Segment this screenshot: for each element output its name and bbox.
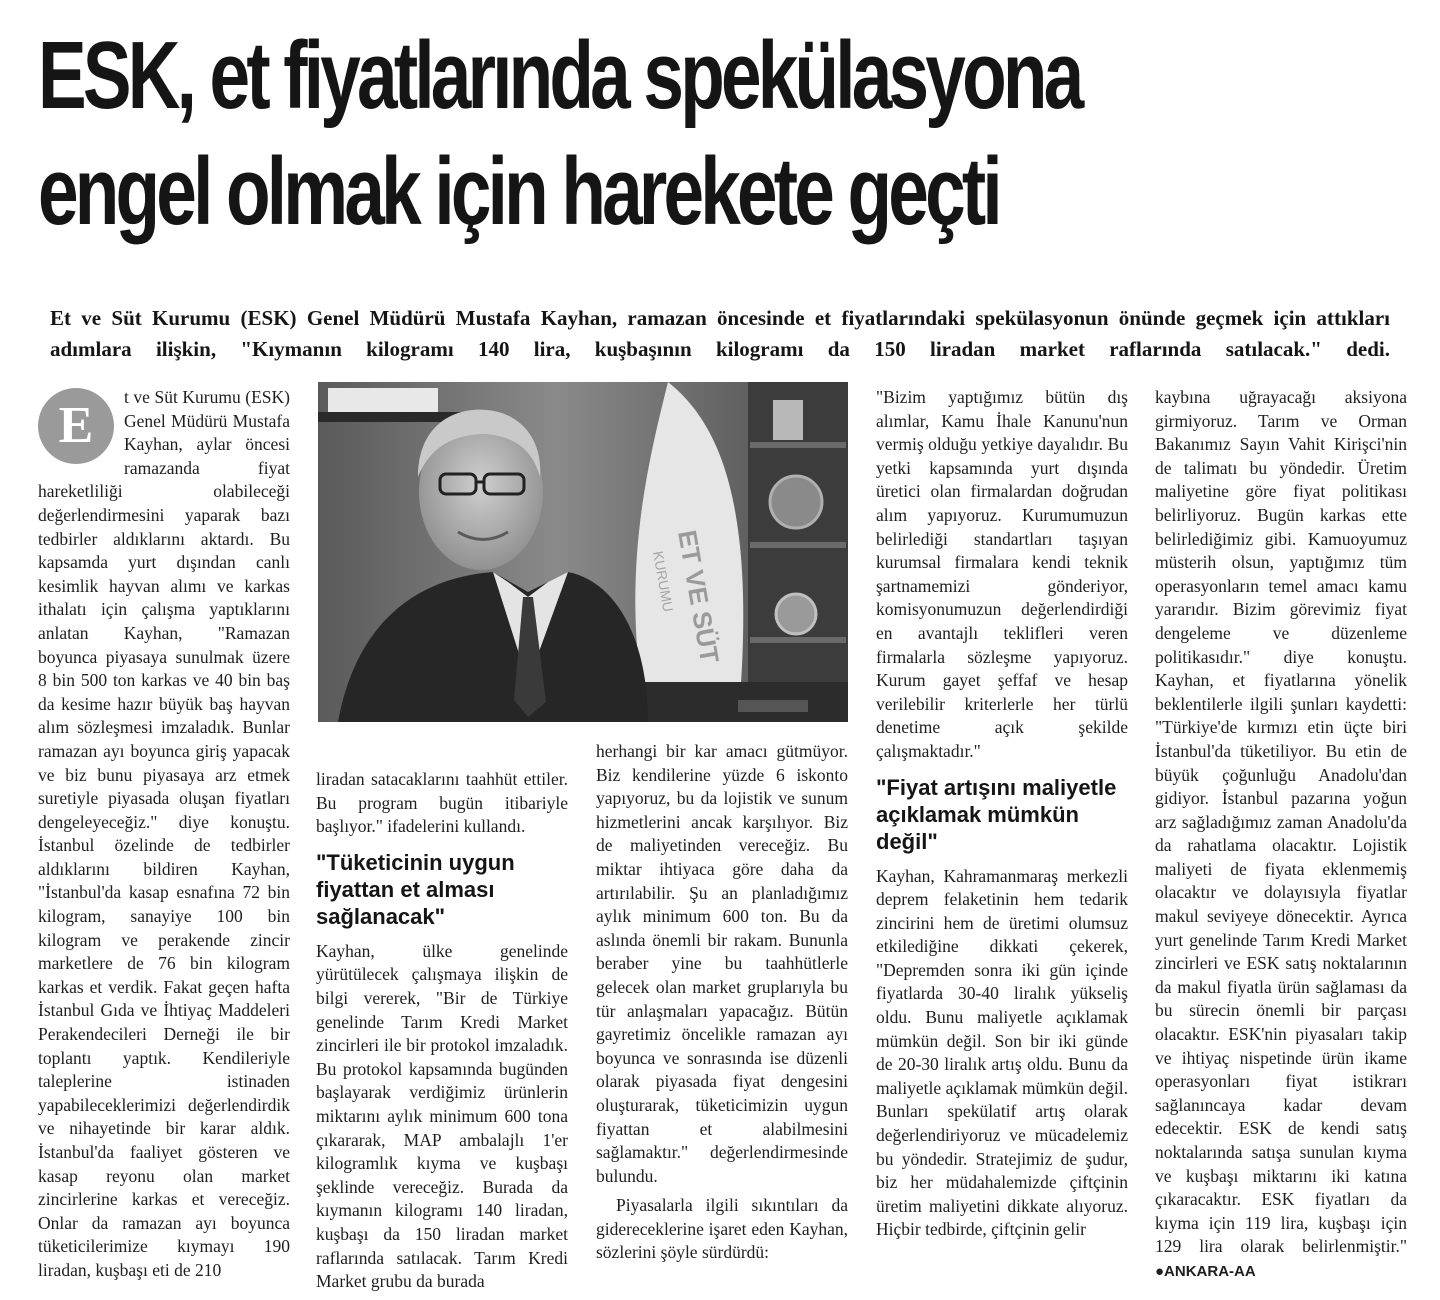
flag-text: ET VE SÜT	[672, 527, 725, 666]
column-4-text-2: Kayhan, Kahramanmaraş merkezli deprem felaketinin hem tedarik zincirini hem de üretimi olumsuz etkilediğine dikkati çekerek, "Depremden sonra iki gün içinde fiyatlarda 30-40 liralık yükseliş oldu. Bunu maliyetle açıklamak mümkün değil. Son bir iki günde de 20-30 liralık artış oldu. Bunu da maliyetle açıklamak mümkün değil. Bunları spekülatif artış olarak değerlendiriyoruz ve mücadelemiz bu yöndedir. Stratejimiz de şudur, biz her müdahalemizde çiftçinin üretim maliyetini dikkate alıyoruz. Hiçbir tedbirde, çiftçinin gelir	[876, 865, 1128, 1240]
column-1	[38, 386, 290, 1289]
column-3-text-2: Piyasalarla ilgili sıkıntıları da gidereceklerine işaret eden Kayhan, sözlerini şöyle sürdürdü:	[596, 1195, 848, 1263]
column-2-text-1: liradan satacaklarını taahhüt ettiler. Bu program bugün itibariyle başlıyor." ifadelerini kullandı.	[316, 769, 568, 837]
column-4-text-1: "Bizim yaptığımız bütün dış alımlar, Kamu İhale Kanunu'nun vermiş olduğu yetkiye dayalıdır. Bu yetki kapsamında yurt dışında üretici olan firmalardan doğrudan alım yapıyoruz. Kurumumuzun belirlediği standartları taşıyan kurumsal firmalara kendi teknik şartnamemizi gönderiyor, komisyonumuzun değerlendirdiği en avantajlı teklifleri veren firmalarla sözleşme yapıyoruz. Kurum gayet şeffaf ve hesap verilebilir kriterlerle her türlü denetime açık şekilde çalışmaktadır."	[876, 387, 1128, 761]
portrait-photo	[318, 382, 848, 722]
column-3	[596, 740, 848, 1271]
column-5-text: kaybına uğrayacağı aksiyona girmiyoruz. Tarım ve Orman Bakanımız Sayın Vahit Kirişci'nin de talimatı bu yöndedir. Üretim maliyetine göre fiyat politikası belirliyoruz. Bugün karkas ette belirlediğimiz gibi. Kamuoyumuz müsterih olsun, yaptığımız tüm operasyonların temel amacı kamu yararıdır. Bizim görevimiz fiyat dengeleme ve düzenleme politikasıdır." diye konuştu. Kayhan, et fiyatlarına yönelik beklentilerle ilgili şunları kaydetti: "Türkiye'de kırmızı etin üçte biri İstanbul'da tüketiliyor. Bu etin de büyük çoğunluğu Anadolu'dan gidiyor. İstanbul pazarına yoğun arz sağladığımız zaman Anadolu'da da rahatlama olacaktır. Lojistik maliyeti de fiyata eklenmemiş olacaktır ve dolayısıyla fiyatlar makul seviyeye dönecektir. Ayrıca yurt genelinde Tarım Kredi Market zincirleri ve ESK satış noktalarının da makul fiyatla ürün sağlaması da bu sürecin önemli bir parçası olacaktır. ESK'nin piyasaları takip ve ihtiyaç nispetinde ürün ikame operasyonları fiyat istikrarı sağlanıncaya kadar devam edecektir. ESK de kendi satış noktalarında satışa sunulan kıyma ve kuşbaşı miktarını iki katına çıkaracaktır. ESK fiyatları da kıyma için 119 lira, kuşbaşı için 129 lira olarak belirlenmiştir."	[1155, 387, 1407, 1257]
subheading-1: "Tüketicinin uygun fiyattan et alması sağlanacak"	[316, 849, 515, 929]
subheading-2: "Fiyat artışını maliyetle açıklamak mümkün değil"	[876, 774, 1117, 854]
headline-line-2: engel olmak için harekete geçti	[38, 138, 999, 245]
headline	[38, 18, 1087, 250]
flag-text-2: KURUMU	[650, 549, 677, 614]
spot-summary: Et ve Süt Kurumu (ESK) Genel Müdürü Mustafa Kayhan, ramazan öncesinde et fiyatlarındaki spekülasyonun önünde geçmek için attıkları adımlara ilişkin, "Kıymanın kilogramı 140 lira, kuşbaşının kilogramı da 150 liradan market raflarında satılacak." dedi.	[50, 306, 1390, 361]
column-5	[1155, 386, 1407, 1290]
column-1-text: t ve Süt Kurumu (ESK) Genel Müdürü Mustafa Kayhan, aylar öncesi ramazanda fiyat hareketliliği olabileceği değerlendirmesini yaparak bazı tedbirler aldıklarını aktardı. Bu kapsamda yurt dışından canlı kesimlik hayvan alımı ve karkas ithalatı için çalışma yaptıklarını anlatan Kayhan, "Ramazan boyunca piyasaya sunulmak üzere 8 bin 500 ton karkas ve 40 bin baş da kesime hazır büyük baş hayvan alım sözleşmesi imzaladık. Bunlar ramazan ayı boyunca giriş yapacak ve biz bunu piyasaya arz etmek suretiyle piyasada oluşan fiyatları dengeleyeceğiz." diye konuştu. İstanbul özelinde de tedbirler aldıklarını bildiren Kayhan, "İstanbul'da kasap esnafına 72 bin kilogram, sanayiye 100 bin kilogram ve perakende zincir marketlere de 76 bin kilogram karkas et verdik. Fakat geçen hafta İstanbul Gıda ve İhtiyaç Maddeleri Perakendecileri Derneği ile bir toplantı yaptık. Kendileriyle taleplerine istinaden yapabileceklerimizi değerlendirdik ve nihayetinde bir karar aldık. İstanbul'da faaliyet gösteren ve kasap reyonu olan market zincirlerine karkas et vereceğiz. Onlar da ramazan ayı boyunca tüketicilerimize kıymayı 190 liradan, kuşbaşı eti de 210	[38, 387, 290, 1280]
agency-credit: ●ANKARA-AA	[1155, 1262, 1256, 1280]
photo-illustration	[318, 382, 848, 722]
column-4	[876, 386, 1128, 1248]
column-2	[316, 768, 568, 1300]
headline-line-1: ESK, et fiyatlarında spekülasyona	[38, 22, 1081, 129]
dropcap: E	[38, 388, 114, 464]
column-2-text-2: Kayhan, ülke genelinde yürütülecek çalışmaya ilişkin de bilgi vererek, "Bir de Türkiye genelinde Tarım Kredi Market zincirleri ile bir protokol imzaladık. Bu protokol kapsamında bugünden başlayarak verdiğimiz ürünlerin miktarını aylık minimum 600 tona çıkararak, MAP ambalajlı 1'er kilogramlık kıyma ve kuşbaşı şeklinde vereceğiz. Burada da kıymanın kilogramı 140 liradan, kuşbaşı da 150 liradan market raflarında satılacak. Tarım Kredi Market grubu da burada	[316, 940, 568, 1292]
column-3-text-1: herhangi bir kar amacı gütmüyor. Biz kendilerine yüzde 6 iskonto yapıyoruz, bu da lojistik ve sunum hizmetlerini ancak karşılıyor. Biz de maliyetinden vereceğiz. Bu miktar ihtiyaca göre daha da artırılabilir. Şu an planladığımız aylık minimum 600 ton. Bu da aslında önemli bir rakam. Bununla beraber yine bu taahhütlerle gelecek olan market gruplarıyla bu tür anlaşmaları yapacağız. Bütün gayretimiz öncelikle ramazan ayı boyunca ve sonrasında ise düzenli olarak piyasada fiyat dengesini oluşturarak, tüketicimizin uygun fiyattan et alabilmesini sağlamaktır." değerlendirmesinde bulundu.	[596, 741, 848, 1186]
